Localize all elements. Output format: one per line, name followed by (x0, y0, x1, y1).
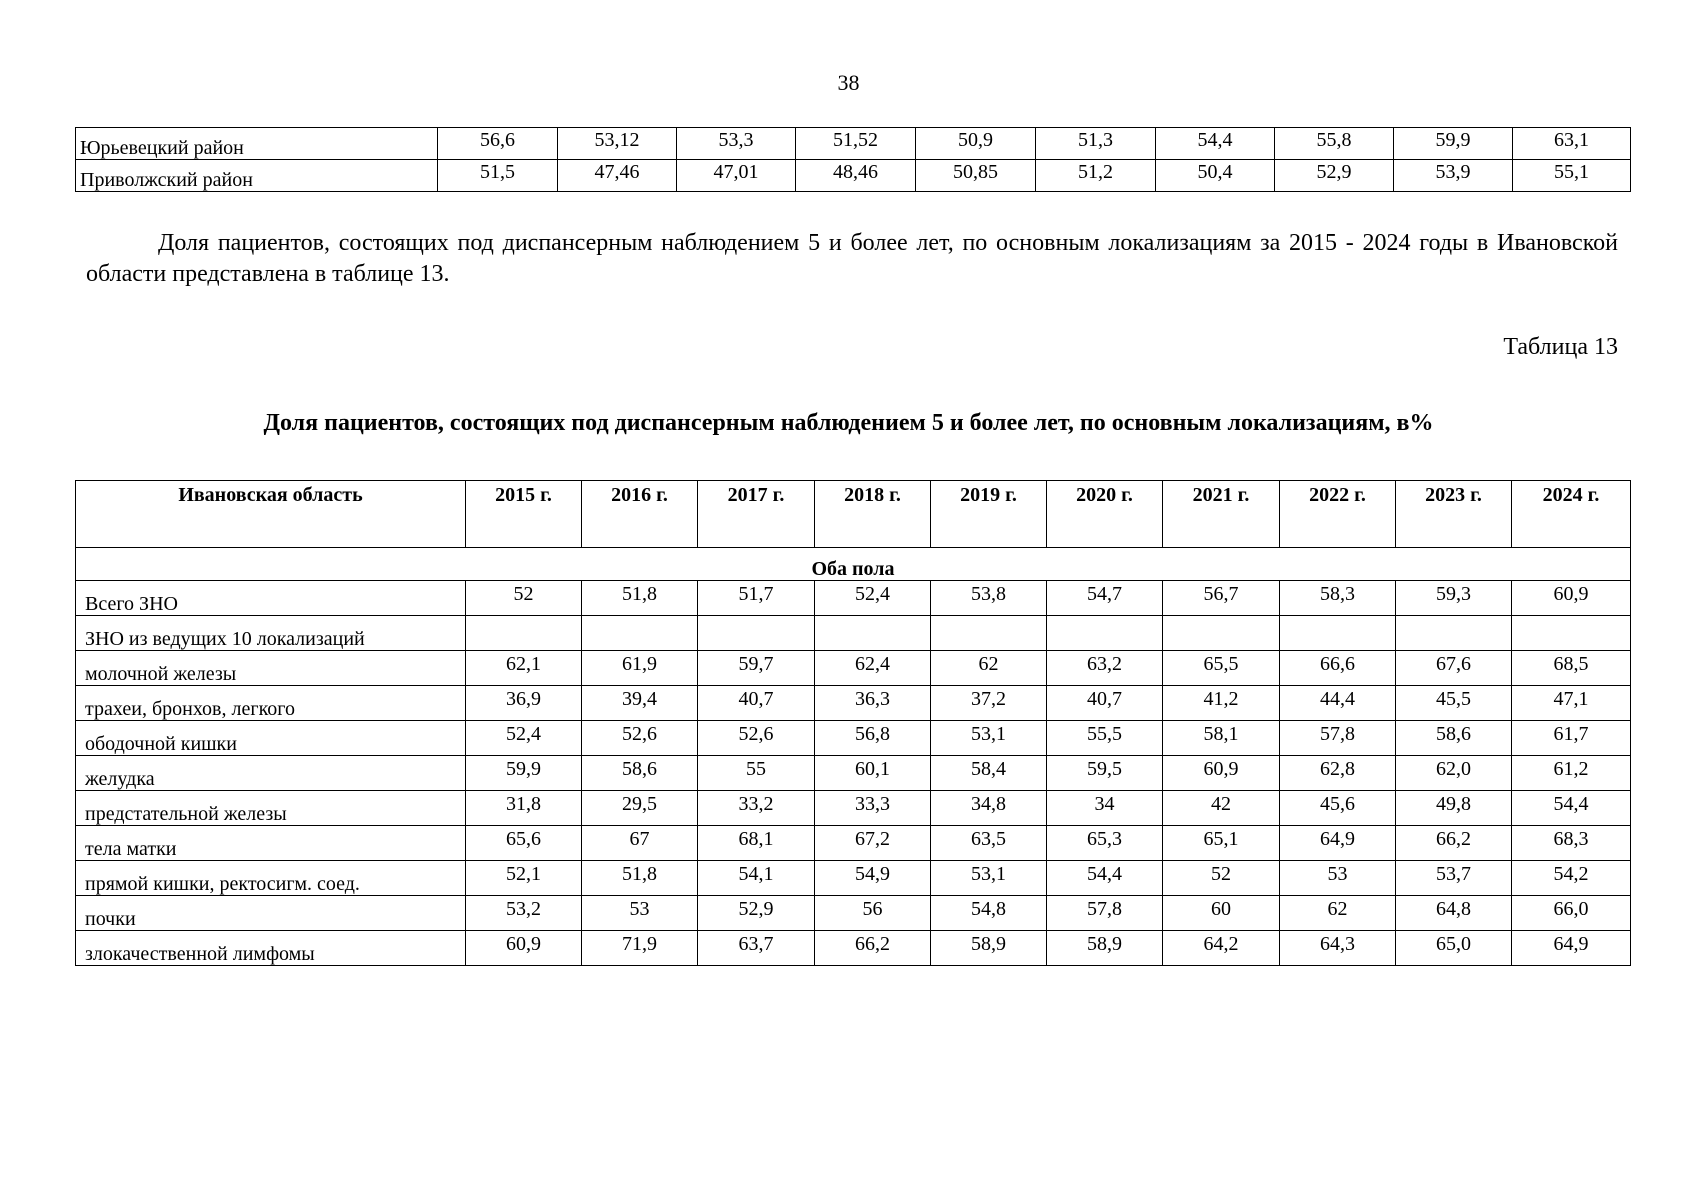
value-cell: 65,1 (1163, 826, 1280, 861)
value-cell: 58,9 (1047, 931, 1163, 966)
row-label: ЗНО из ведущих 10 локализаций (76, 616, 466, 651)
value-cell: 67,6 (1396, 651, 1512, 686)
table-title: Доля пациентов, состоящих под диспансерным наблюдением 5 и более лет, по основным локализациям, в% (263, 410, 1434, 436)
value-cell: 54,1 (698, 861, 815, 896)
row-label: Приволжский район (76, 160, 438, 192)
table-row (76, 756, 1631, 791)
row-label: Всего ЗНО (76, 581, 466, 616)
value-cell (1047, 616, 1163, 651)
value-cell: 52,6 (698, 721, 815, 756)
value-cell: 42 (1163, 791, 1280, 826)
value-cell: 68,3 (1512, 826, 1631, 861)
value-cell: 49,8 (1396, 791, 1512, 826)
value-cell: 51,5 (438, 160, 558, 192)
row-label: молочной железы (76, 651, 466, 686)
header-year: 2019 г. (931, 481, 1047, 548)
header-region: Ивановская область (76, 481, 466, 548)
section-label: Оба пола (76, 548, 1631, 581)
value-cell: 64,8 (1396, 896, 1512, 931)
value-cell: 58,3 (1280, 581, 1396, 616)
value-cell: 59,9 (466, 756, 582, 791)
follow-up-share-table (75, 480, 1631, 966)
value-cell: 62,4 (815, 651, 931, 686)
value-cell: 31,8 (466, 791, 582, 826)
value-cell: 52 (466, 581, 582, 616)
table-row (76, 651, 1631, 686)
value-cell: 47,46 (558, 160, 677, 192)
row-label: трахеи, бронхов, легкого (76, 686, 466, 721)
value-cell: 54,4 (1512, 791, 1631, 826)
header-year: 2023 г. (1396, 481, 1512, 548)
value-cell: 50,85 (916, 160, 1036, 192)
value-cell: 34,8 (931, 791, 1047, 826)
value-cell: 61,7 (1512, 721, 1631, 756)
value-cell: 64,2 (1163, 931, 1280, 966)
value-cell: 33,3 (815, 791, 931, 826)
value-cell: 66,2 (815, 931, 931, 966)
value-cell: 50,9 (916, 128, 1036, 160)
row-label: тела матки (76, 826, 466, 861)
value-cell: 60 (1163, 896, 1280, 931)
value-cell: 62,8 (1280, 756, 1396, 791)
row-label: почки (76, 896, 466, 931)
value-cell: 50,4 (1156, 160, 1275, 192)
value-cell (466, 616, 582, 651)
table-row (76, 896, 1631, 931)
value-cell: 66,0 (1512, 896, 1631, 931)
table-row (76, 616, 1631, 651)
header-year: 2020 г. (1047, 481, 1163, 548)
row-label: ободочной кишки (76, 721, 466, 756)
table-row (76, 686, 1631, 721)
value-cell: 58,6 (1396, 721, 1512, 756)
value-cell: 59,9 (1394, 128, 1513, 160)
header-year: 2024 г. (1512, 481, 1631, 548)
value-cell: 52,9 (698, 896, 815, 931)
value-cell: 63,5 (931, 826, 1047, 861)
value-cell: 56 (815, 896, 931, 931)
value-cell: 57,8 (1280, 721, 1396, 756)
value-cell: 60,9 (466, 931, 582, 966)
value-cell: 53,8 (931, 581, 1047, 616)
value-cell: 63,1 (1513, 128, 1631, 160)
value-cell: 64,3 (1280, 931, 1396, 966)
header-year: 2017 г. (698, 481, 815, 548)
header-year: 2021 г. (1163, 481, 1280, 548)
value-cell: 47,01 (677, 160, 796, 192)
value-cell: 67,2 (815, 826, 931, 861)
value-cell: 59,7 (698, 651, 815, 686)
value-cell: 56,6 (438, 128, 558, 160)
value-cell: 60,9 (1512, 581, 1631, 616)
district-continuation-table (75, 127, 1631, 192)
value-cell: 59,5 (1047, 756, 1163, 791)
value-cell (1280, 616, 1396, 651)
table-caption: Таблица 13 (1503, 334, 1618, 360)
value-cell: 53,2 (466, 896, 582, 931)
value-cell: 57,8 (1047, 896, 1163, 931)
table-row (76, 128, 1631, 160)
value-cell: 51,3 (1036, 128, 1156, 160)
value-cell: 36,3 (815, 686, 931, 721)
header-year: 2015 г. (466, 481, 582, 548)
value-cell (1512, 616, 1631, 651)
value-cell: 66,6 (1280, 651, 1396, 686)
value-cell: 64,9 (1280, 826, 1396, 861)
value-cell: 45,6 (1280, 791, 1396, 826)
value-cell: 54,7 (1047, 581, 1163, 616)
value-cell: 62 (931, 651, 1047, 686)
value-cell: 53,3 (677, 128, 796, 160)
row-label: желудка (76, 756, 466, 791)
value-cell: 39,4 (582, 686, 698, 721)
value-cell: 53,12 (558, 128, 677, 160)
table-row (76, 160, 1631, 192)
value-cell: 65,6 (466, 826, 582, 861)
value-cell: 56,7 (1163, 581, 1280, 616)
value-cell: 55,5 (1047, 721, 1163, 756)
value-cell: 29,5 (582, 791, 698, 826)
value-cell: 60,1 (815, 756, 931, 791)
value-cell: 62 (1280, 896, 1396, 931)
value-cell: 34 (1047, 791, 1163, 826)
value-cell: 45,5 (1396, 686, 1512, 721)
value-cell: 53,1 (931, 861, 1047, 896)
value-cell: 66,2 (1396, 826, 1512, 861)
value-cell: 51,8 (582, 861, 698, 896)
value-cell: 47,1 (1512, 686, 1631, 721)
value-cell (815, 616, 931, 651)
value-cell: 54,2 (1512, 861, 1631, 896)
table-row (76, 931, 1631, 966)
table-row (76, 791, 1631, 826)
value-cell: 62,1 (466, 651, 582, 686)
value-cell: 54,9 (815, 861, 931, 896)
value-cell: 51,2 (1036, 160, 1156, 192)
value-cell: 65,5 (1163, 651, 1280, 686)
value-cell: 51,8 (582, 581, 698, 616)
value-cell (1163, 616, 1280, 651)
value-cell: 58,4 (931, 756, 1047, 791)
value-cell (582, 616, 698, 651)
value-cell: 68,1 (698, 826, 815, 861)
value-cell: 61,2 (1512, 756, 1631, 791)
value-cell (1396, 616, 1512, 651)
value-cell: 67 (582, 826, 698, 861)
table-row (76, 721, 1631, 756)
value-cell (931, 616, 1047, 651)
value-cell: 52 (1163, 861, 1280, 896)
value-cell: 51,7 (698, 581, 815, 616)
value-cell: 40,7 (698, 686, 815, 721)
value-cell: 62,0 (1396, 756, 1512, 791)
section-row (76, 548, 1631, 581)
value-cell: 65,0 (1396, 931, 1512, 966)
value-cell: 56,8 (815, 721, 931, 756)
value-cell: 37,2 (931, 686, 1047, 721)
row-label: Юрьевецкий район (76, 128, 438, 160)
value-cell: 52,1 (466, 861, 582, 896)
value-cell: 63,7 (698, 931, 815, 966)
value-cell: 52,4 (466, 721, 582, 756)
value-cell: 55,8 (1275, 128, 1394, 160)
value-cell: 61,9 (582, 651, 698, 686)
table-row (76, 581, 1631, 616)
value-cell: 59,3 (1396, 581, 1512, 616)
value-cell: 55 (698, 756, 815, 791)
value-cell: 41,2 (1163, 686, 1280, 721)
header-year: 2022 г. (1280, 481, 1396, 548)
header-row (76, 481, 1631, 548)
table-row (76, 861, 1631, 896)
value-cell: 36,9 (466, 686, 582, 721)
header-year: 2018 г. (815, 481, 931, 548)
value-cell: 63,2 (1047, 651, 1163, 686)
row-label: прямой кишки, ректосигм. соед. (76, 861, 466, 896)
value-cell: 53 (1280, 861, 1396, 896)
value-cell: 68,5 (1512, 651, 1631, 686)
header-year: 2016 г. (582, 481, 698, 548)
page-number: 38 (837, 70, 860, 95)
value-cell: 60,9 (1163, 756, 1280, 791)
value-cell: 40,7 (1047, 686, 1163, 721)
value-cell (698, 616, 815, 651)
value-cell: 53,7 (1396, 861, 1512, 896)
value-cell: 52,4 (815, 581, 931, 616)
value-cell: 53,1 (931, 721, 1047, 756)
value-cell: 53 (582, 896, 698, 931)
value-cell: 64,9 (1512, 931, 1631, 966)
value-cell: 33,2 (698, 791, 815, 826)
value-cell: 65,3 (1047, 826, 1163, 861)
value-cell: 58,1 (1163, 721, 1280, 756)
value-cell: 51,52 (796, 128, 916, 160)
value-cell: 52,6 (582, 721, 698, 756)
value-cell: 58,6 (582, 756, 698, 791)
value-cell: 53,9 (1394, 160, 1513, 192)
row-label: злокачественной лимфомы (76, 931, 466, 966)
table-row (76, 826, 1631, 861)
value-cell: 54,4 (1047, 861, 1163, 896)
row-label: предстательной железы (76, 791, 466, 826)
value-cell: 71,9 (582, 931, 698, 966)
value-cell: 54,4 (1156, 128, 1275, 160)
value-cell: 55,1 (1513, 160, 1631, 192)
value-cell: 48,46 (796, 160, 916, 192)
value-cell: 54,8 (931, 896, 1047, 931)
value-cell: 58,9 (931, 931, 1047, 966)
intro-paragraph: Доля пациентов, состоящих под диспансерным наблюдением 5 и более лет, по основным локализациям за 2015 - 2024 годы в Ивановской области представлена в таблице 13. (86, 230, 1618, 287)
value-cell: 44,4 (1280, 686, 1396, 721)
value-cell: 52,9 (1275, 160, 1394, 192)
